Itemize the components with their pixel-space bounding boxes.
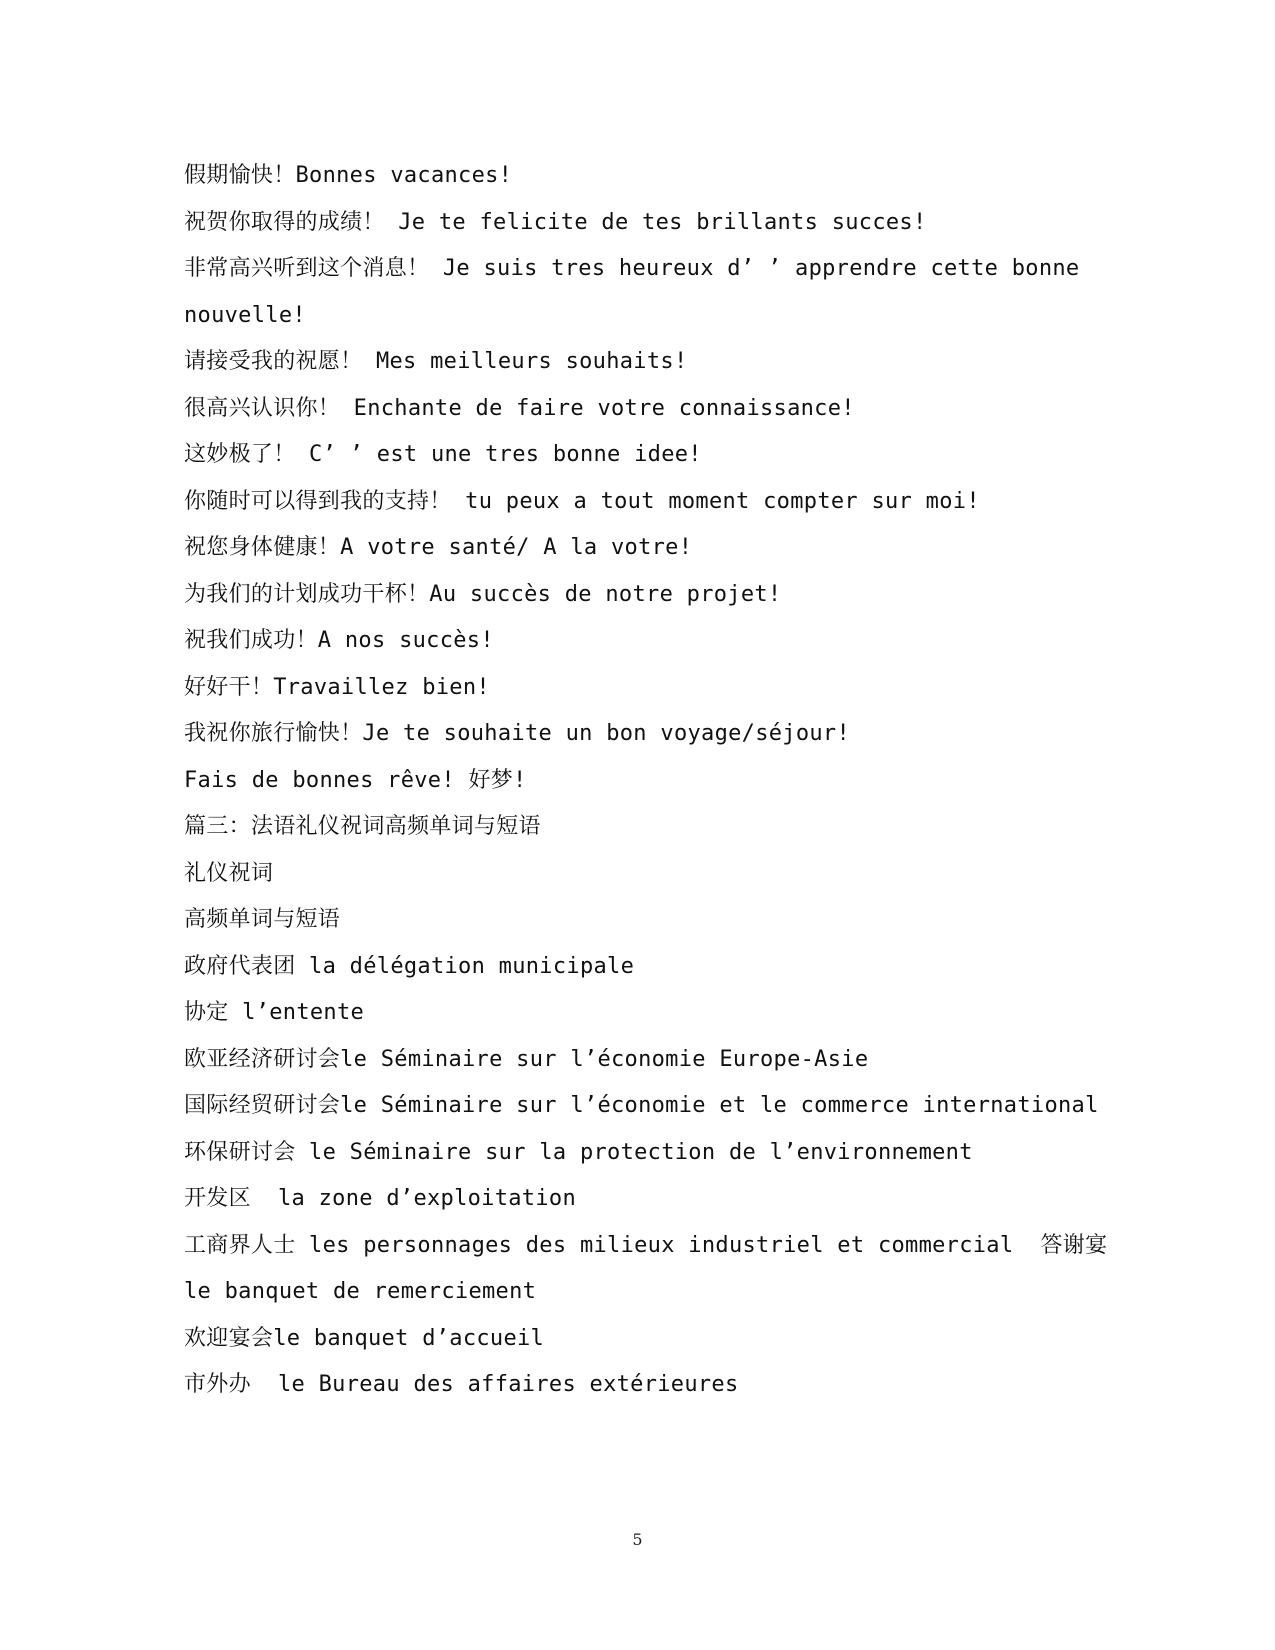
- text-line: nouvelle!: [184, 302, 306, 328]
- text-line: 为我们的计划成功干杯！Au succès de notre projet!: [184, 581, 782, 607]
- text-line: 这妙极了！ C’ ’ est une tres bonne idee!: [184, 442, 702, 467]
- text-line: 我祝你旅行愉快！Je te souhaite un bon voyage/séjour!: [184, 721, 851, 746]
- text-line: 假期愉快！Bonnes vacances!: [184, 163, 513, 188]
- text-line: 你随时可以得到我的支持！ tu peux a tout moment compter sur moi!: [184, 488, 980, 514]
- subheading: 高频单词与短语: [184, 907, 341, 932]
- vocab-entry: 市外办 le Bureau des affaires extérieures: [184, 1372, 739, 1397]
- vocab-entry: 欢迎宴会le banquet d’accueil: [184, 1325, 545, 1351]
- text-line: 祝贺你取得的成绩！ Je te felicite de tes brillants succes!: [184, 209, 927, 235]
- vocab-entry: 国际经贸研讨会le Séminaire sur l’économie et le commerce international: [184, 1093, 1099, 1118]
- vocab-entry: 欧亚经济研讨会le Séminaire sur l’économie Europe-Asie: [184, 1046, 869, 1072]
- subheading: 礼仪祝词: [184, 860, 274, 886]
- text-line: 祝您身体健康！A votre santé/ A la votre!: [184, 535, 693, 560]
- text-line: 非常高兴听到这个消息！ Je suis tres heureux d’ ’ apprendre cette bonne: [184, 256, 1080, 281]
- vocab-entry: 协定 l’entente: [184, 1000, 365, 1025]
- text-line: 好好干！Travaillez bien!: [184, 674, 490, 700]
- section-heading: 篇三：法语礼仪祝词高频单词与短语: [184, 814, 541, 839]
- vocab-entry: 环保研讨会 le Séminaire sur la protection de l’environnement: [184, 1139, 973, 1165]
- text-line: 请接受我的祝愿！ Mes meilleurs souhaits!: [184, 349, 688, 374]
- vocab-entry: 政府代表团 la délégation municipale: [184, 953, 635, 979]
- page-number: 5: [632, 1530, 643, 1549]
- vocab-entry: le banquet de remerciement: [184, 1279, 537, 1304]
- text-line: 祝我们成功！A nos succès!: [184, 628, 494, 653]
- vocab-entry: 开发区 la zone d’exploitation: [184, 1186, 576, 1211]
- document-body: [184, 153, 1108, 1409]
- text-line: Fais de bonnes rêve! 好梦!: [184, 767, 527, 793]
- text-line: 很高兴认识你！ Enchante de faire votre connaissance!: [184, 395, 855, 421]
- vocab-entry: 工商界人士 les personnages des milieux industriel et commercial 答谢宴: [184, 1232, 1108, 1258]
